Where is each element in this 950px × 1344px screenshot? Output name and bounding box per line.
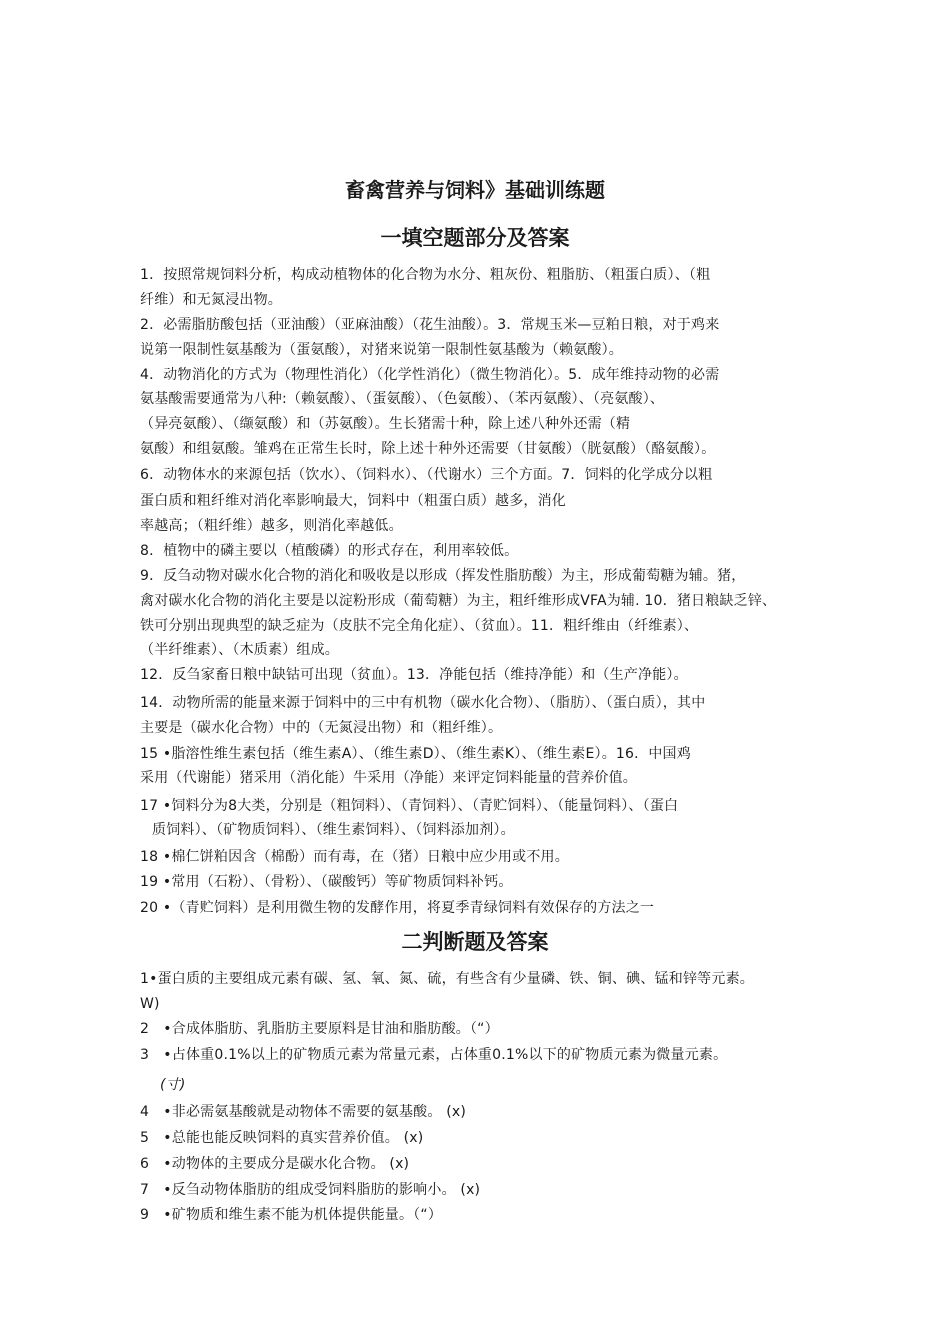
text-line: （异亮氨酸）、（缬氨酸）和（苏氨酸）。生长猪需十种，除上述八种外还需（精 xyxy=(140,416,631,432)
text-line: 9．反刍动物对碳水化合物的消化和吸收是以形成（挥发性脂肪酸）为主，形成葡萄糖为辅。猪， xyxy=(140,568,746,584)
text-line: （半纤维素）、（木质素）组成。 xyxy=(140,642,339,658)
text-line: 蛋白质和粗纤维对消化率影响最大，饲料中（粗蛋白质）越多，消化 xyxy=(140,493,566,509)
text-line: 质饲料）、（矿物质饲料）、（维生素饲料）、（饲料添加剂）。 xyxy=(152,822,515,838)
text-line: 6 •动物体的主要成分是碳水化合物。 (x) xyxy=(140,1156,410,1172)
text-line: 4．动物消化的方式为（物理性消化）（化学性消化）（微生物消化）。5．成年维持动物的必需 xyxy=(140,367,720,383)
text-line: 率越高；（粗纤维）越多，则消化率越低。 xyxy=(140,518,403,534)
text-line: 说第一限制性氨基酸为（蛋氨酸），对猪来说第一限制性氨基酸为（赖氨酸）。 xyxy=(140,342,623,358)
text-line: 14．动物所需的能量来源于饲料中的三中有机物（碳水化合物）、（脂肪）、（蛋白质），其中 xyxy=(140,695,706,711)
text-line: 2 •合成体脂肪、乳脂肪主要原料是甘油和脂肪酸。（“） xyxy=(140,1021,499,1037)
text-line: 1•蛋白质的主要组成元素有碳、氢、氧、氮、硫，有些含有少量磷、铁、铜、碘、锰和锌等元素。 xyxy=(140,971,754,987)
text-line: 6．动物体水的来源包括（饮水）、（饲料水）、（代谢水）三个方面。7．饲料的化学成分以粗 xyxy=(140,467,713,483)
text-line: 3 •占体重0.1%以上的矿物质元素为常量元素，占体重0.1%以下的矿物质元素为微量元素。 xyxy=(140,1047,728,1063)
text-line: (寸) xyxy=(160,1077,186,1093)
text-line: 7 •反刍动物体脂肪的组成受饲料脂肪的影响小。 (x) xyxy=(140,1182,481,1198)
text-line: 1．按照常规饲料分析，构成动植物体的化合物为水分、粗灰份、粗脂肪、（粗蛋白质）、（粗 xyxy=(140,267,711,283)
text-line: 主要是（碳水化合物）中的（无氮浸出物）和（粗纤维）。 xyxy=(140,720,503,736)
text-line: 4 •非必需氨基酸就是动物体不需要的氨基酸。 (x) xyxy=(140,1104,467,1120)
text-line: 12．反刍家畜日粮中缺钴可出现（贫血）。13．净能包括（维持净能）和（生产净能）。 xyxy=(140,667,688,683)
text-line: 氨基酸需要通常为八种:（赖氨酸）、（蛋氨酸）、（色氨酸）、（苯丙氨酸）、（亮氨酸）、 xyxy=(140,391,665,407)
text-line: 20 •（青贮饲料）是利用微生物的发酵作用，将夏季青绿饲料有效保存的方法之一 xyxy=(140,900,655,916)
text-line: 15 •脂溶性维生素包括（维生素A）、（维生素D）、（维生素K）、（维生素E）。16．中国鸡 xyxy=(140,746,691,762)
text-line: 纤维）和无氮浸出物。 xyxy=(140,292,282,308)
text-line: 5 •总能也能反映饲料的真实营养价值。 (x) xyxy=(140,1130,424,1146)
section-heading-fill-blank: 一填空题部分及答案 xyxy=(380,226,570,250)
text-line: 采用（代谢能）猪采用（消化能）牛采用（净能）来评定饲料能量的营养价值。 xyxy=(140,770,637,786)
text-line: 8．植物中的磷主要以（植酸磷）的形式存在，利用率较低。 xyxy=(140,543,519,559)
text-line: 17 •饲料分为8大类，分别是（粗饲料）、（青饲料）、（青贮饲料）、（能量饲料）、（蛋白 xyxy=(140,798,679,814)
text-line: 氨酸）和组氨酸。雏鸡在正常生长时，除上述十种外还需要（甘氨酸）（胱氨酸）（酪氨酸）。 xyxy=(140,441,716,457)
section-heading-true-false: 二判断题及答案 xyxy=(401,930,549,954)
text-line: 禽对碳水化合物的消化主要是以淀粉形成（葡萄糖）为主，粗纤维形成VFA为辅. 10．猪日粮缺乏锌、 xyxy=(140,593,777,609)
text-line: W) xyxy=(140,996,160,1012)
text-line: 铁可分别出现典型的缺乏症为（皮肤不完全角化症）、（贫血）。11．粗纤维由（纤维素）、 xyxy=(140,618,699,634)
text-line: 2．必需脂肪酸包括（亚油酸）（亚麻油酸）（花生油酸）。3．常规玉米—豆粕日粮，对于鸡来 xyxy=(140,317,720,333)
text-line: 19 •常用（石粉）、（骨粉）、（碳酸钙）等矿物质饲料补钙。 xyxy=(140,874,513,890)
text-line: 18 •棉仁饼粕因含（棉酚）而有毒，在（猪）日粮中应少用或不用。 xyxy=(140,849,569,865)
text-line: 9 •矿物质和维生素不能为机体提供能量。（“） xyxy=(140,1207,443,1223)
document-title: 畜禽营养与饲料》基础训练题 xyxy=(345,178,605,202)
